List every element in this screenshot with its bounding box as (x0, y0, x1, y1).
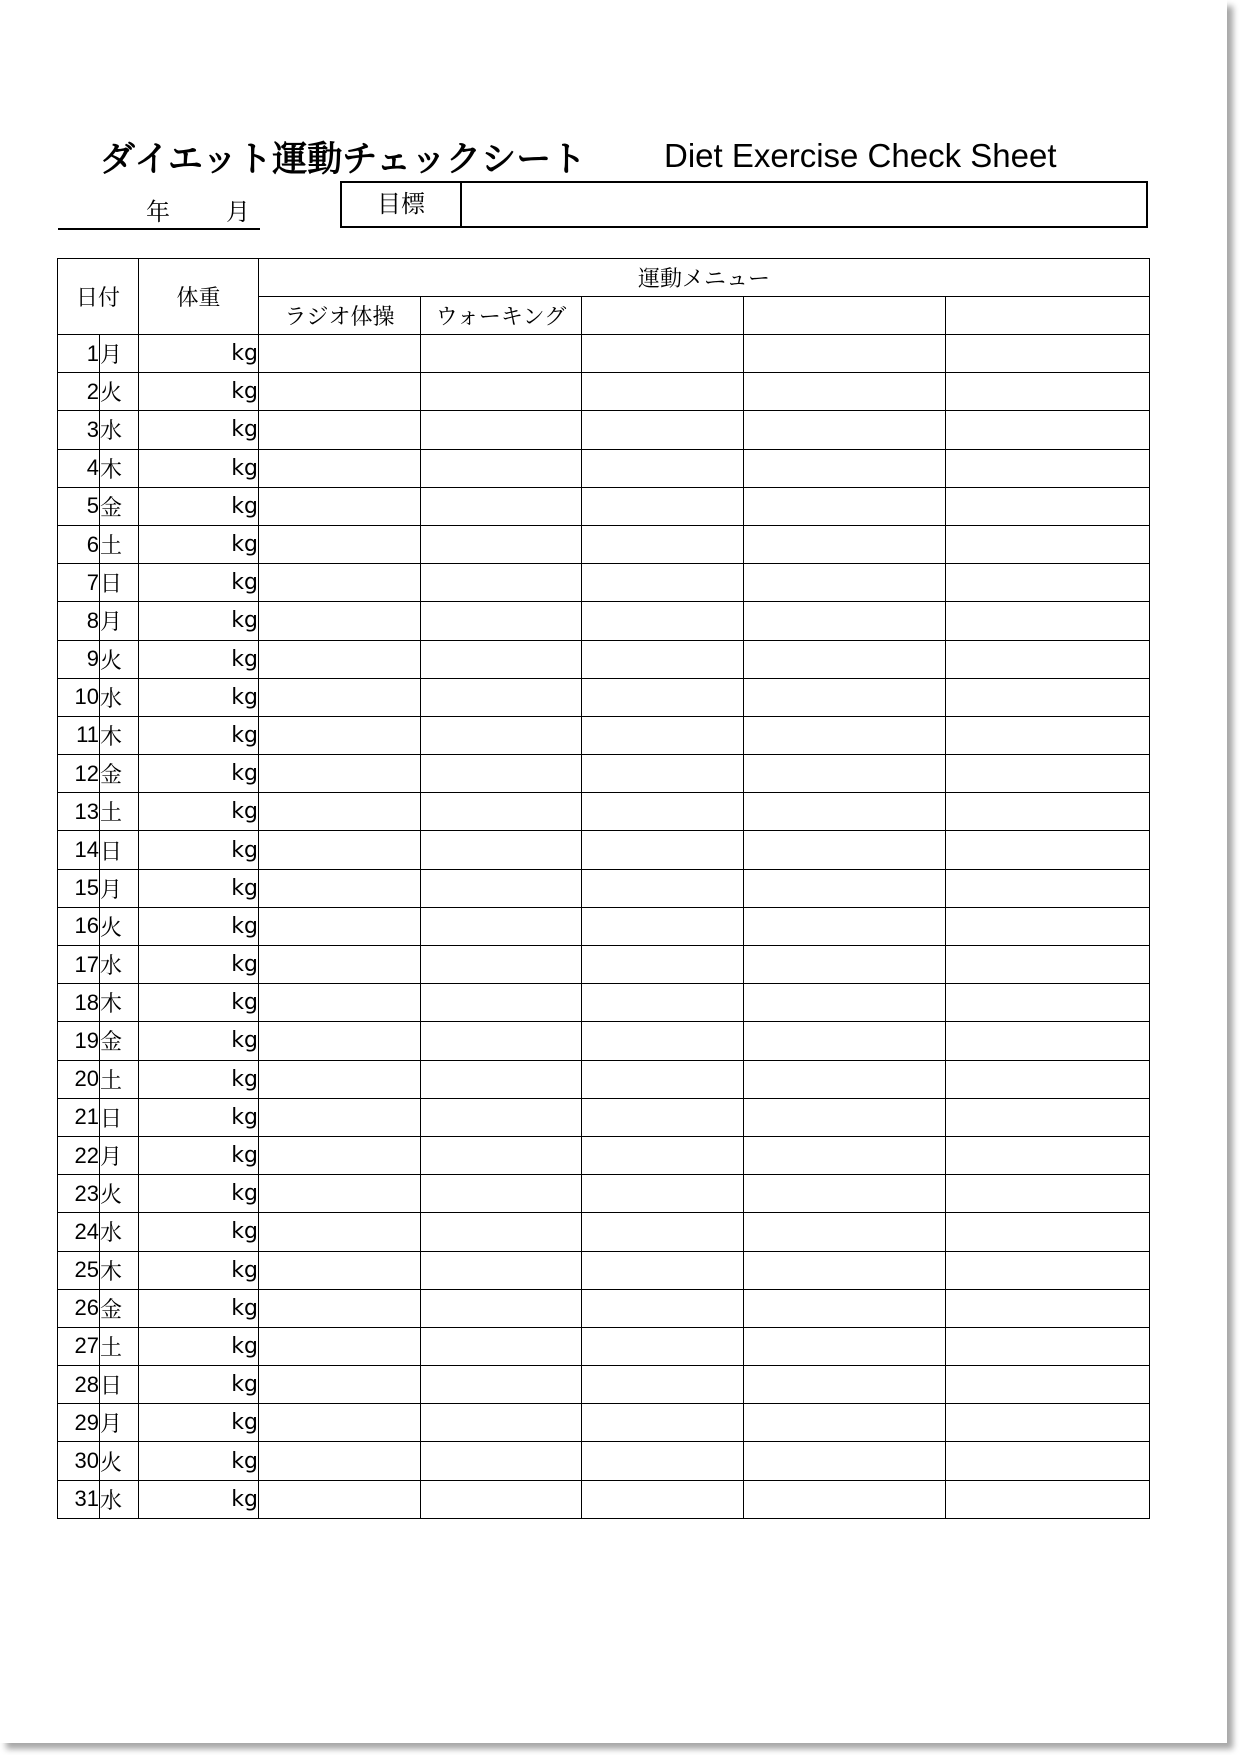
table-row (58, 1404, 1150, 1442)
day-number: 21 (58, 1098, 100, 1136)
weight-cell[interactable]: kg (139, 525, 259, 563)
exercise-check-cell[interactable] (259, 525, 421, 563)
table-row (58, 564, 1150, 602)
weekday: 土 (100, 1060, 139, 1098)
day-number: 28 (58, 1366, 100, 1404)
year-month-field[interactable] (58, 186, 260, 230)
weekday: 水 (100, 411, 139, 449)
exercise-check-cell[interactable] (259, 564, 421, 602)
exercise-check-cell[interactable] (421, 564, 582, 602)
exercise-check-cell[interactable] (421, 1060, 582, 1098)
table-row (58, 793, 1150, 831)
exercise-check-cell[interactable] (259, 1289, 421, 1327)
day-number: 31 (58, 1480, 100, 1518)
exercise-check-cell[interactable] (259, 907, 421, 945)
weekday: 日 (100, 564, 139, 602)
menu-column-header[interactable] (946, 297, 1150, 335)
day-number: 20 (58, 1060, 100, 1098)
table-row (58, 449, 1150, 487)
exercise-check-cell[interactable] (421, 831, 582, 869)
exercise-check-cell[interactable] (259, 1327, 421, 1365)
exercise-check-cell[interactable] (744, 411, 946, 449)
table-row (58, 373, 1150, 411)
weekday: 日 (100, 1366, 139, 1404)
exercise-check-cell[interactable] (946, 831, 1150, 869)
exercise-check-cell[interactable] (946, 335, 1150, 373)
exercise-check-cell[interactable] (259, 1098, 421, 1136)
exercise-check-cell[interactable] (582, 1327, 744, 1365)
exercise-check-cell[interactable] (421, 1251, 582, 1289)
table-row (58, 831, 1150, 869)
exercise-check-cell[interactable] (744, 335, 946, 373)
table-row (58, 907, 1150, 945)
exercise-check-cell[interactable] (946, 984, 1150, 1022)
day-number: 10 (58, 678, 100, 716)
table-row (58, 869, 1150, 907)
exercise-check-cell[interactable] (744, 1327, 946, 1365)
weekday: 火 (100, 640, 139, 678)
day-number: 29 (58, 1404, 100, 1442)
table-row (58, 1060, 1150, 1098)
weekday: 金 (100, 1289, 139, 1327)
table-row (58, 1175, 1150, 1213)
exercise-check-cell[interactable] (421, 1327, 582, 1365)
exercise-check-cell[interactable] (946, 1060, 1150, 1098)
exercise-check-cell[interactable] (582, 1213, 744, 1251)
exercise-check-cell[interactable] (744, 1213, 946, 1251)
exercise-check-cell[interactable] (582, 602, 744, 640)
table-row (58, 946, 1150, 984)
exercise-check-cell[interactable] (259, 449, 421, 487)
day-number: 8 (58, 602, 100, 640)
exercise-check-cell[interactable] (421, 373, 582, 411)
table-row (58, 1098, 1150, 1136)
day-number: 4 (58, 449, 100, 487)
exercise-check-cell[interactable] (421, 1404, 582, 1442)
date-header: 日付 (58, 259, 139, 335)
exercise-check-cell[interactable] (946, 525, 1150, 563)
exercise-check-cell[interactable] (259, 1442, 421, 1480)
day-number: 6 (58, 525, 100, 563)
exercise-check-cell[interactable] (259, 793, 421, 831)
exercise-check-cell[interactable] (744, 678, 946, 716)
exercise-check-cell[interactable] (582, 449, 744, 487)
exercise-check-cell[interactable] (259, 716, 421, 754)
day-number: 17 (58, 946, 100, 984)
table-row (58, 1442, 1150, 1480)
day-number: 16 (58, 907, 100, 945)
exercise-check-cell[interactable] (946, 1213, 1150, 1251)
weight-cell[interactable]: kg (139, 1175, 259, 1213)
exercise-check-cell[interactable] (744, 1098, 946, 1136)
exercise-check-cell[interactable] (946, 1136, 1150, 1174)
exercise-check-cell[interactable] (744, 449, 946, 487)
exercise-check-cell[interactable] (421, 907, 582, 945)
exercise-check-cell[interactable] (582, 640, 744, 678)
exercise-check-cell[interactable] (582, 716, 744, 754)
weekday: 金 (100, 1022, 139, 1060)
exercise-check-cell[interactable] (946, 1327, 1150, 1365)
exercise-check-cell[interactable] (421, 869, 582, 907)
exercise-check-cell[interactable] (582, 1136, 744, 1174)
exercise-check-cell[interactable] (582, 984, 744, 1022)
goal-input[interactable] (464, 183, 1146, 226)
table-row (58, 525, 1150, 563)
day-number: 25 (58, 1251, 100, 1289)
day-number: 18 (58, 984, 100, 1022)
exercise-check-cell[interactable] (421, 602, 582, 640)
exercise-check-cell[interactable] (744, 487, 946, 525)
weight-cell[interactable]: kg (139, 1213, 259, 1251)
table-row (58, 602, 1150, 640)
exercise-check-cell[interactable] (421, 640, 582, 678)
exercise-check-cell[interactable] (259, 1366, 421, 1404)
exercise-check-cell[interactable] (946, 869, 1150, 907)
weekday: 水 (100, 946, 139, 984)
table-row (58, 1022, 1150, 1060)
weekday: 月 (100, 1404, 139, 1442)
table-row (58, 640, 1150, 678)
exercise-check-cell[interactable] (259, 678, 421, 716)
exercise-check-cell[interactable] (259, 487, 421, 525)
exercise-check-cell[interactable] (582, 411, 744, 449)
exercise-check-cell[interactable] (421, 449, 582, 487)
day-number: 5 (58, 487, 100, 525)
weekday: 火 (100, 373, 139, 411)
exercise-check-cell[interactable] (582, 1404, 744, 1442)
exercise-check-cell[interactable] (259, 640, 421, 678)
weekday: 木 (100, 984, 139, 1022)
exercise-check-cell[interactable] (421, 1098, 582, 1136)
exercise-check-cell[interactable] (744, 373, 946, 411)
menu-column-header[interactable] (744, 297, 946, 335)
exercise-check-cell[interactable] (744, 1136, 946, 1174)
weekday: 木 (100, 449, 139, 487)
day-number: 3 (58, 411, 100, 449)
table-row (58, 1480, 1150, 1518)
exercise-check-cell[interactable] (421, 1442, 582, 1480)
goal-label: 目標 (342, 183, 462, 226)
exercise-check-cell[interactable] (744, 1251, 946, 1289)
weight-cell[interactable]: kg (139, 1060, 259, 1098)
exercise-check-cell[interactable] (421, 946, 582, 984)
exercise-check-cell[interactable] (582, 525, 744, 563)
exercise-check-cell[interactable] (259, 1022, 421, 1060)
day-number: 19 (58, 1022, 100, 1060)
exercise-check-cell[interactable] (744, 946, 946, 984)
weekday: 土 (100, 1327, 139, 1365)
exercise-check-cell[interactable] (582, 1251, 744, 1289)
weekday: 月 (100, 335, 139, 373)
weight-cell[interactable]: kg (139, 946, 259, 984)
weight-cell[interactable]: kg (139, 907, 259, 945)
weekday: 月 (100, 869, 139, 907)
exercise-check-cell[interactable] (582, 678, 744, 716)
weight-cell[interactable]: kg (139, 793, 259, 831)
exercise-check-cell[interactable] (744, 1022, 946, 1060)
exercise-check-cell[interactable] (259, 1213, 421, 1251)
exercise-check-cell[interactable] (582, 907, 744, 945)
exercise-check-cell[interactable] (744, 1404, 946, 1442)
year-label: 年 (146, 198, 170, 226)
day-number: 22 (58, 1136, 100, 1174)
day-number: 24 (58, 1213, 100, 1251)
exercise-check-cell[interactable] (259, 755, 421, 793)
exercise-check-cell[interactable] (582, 1366, 744, 1404)
weight-cell[interactable]: kg (139, 373, 259, 411)
exercise-check-cell[interactable] (259, 869, 421, 907)
exercise-check-cell[interactable] (946, 564, 1150, 602)
table-row (58, 1213, 1150, 1251)
goal-box (340, 181, 1148, 228)
day-number: 7 (58, 564, 100, 602)
weekday: 土 (100, 793, 139, 831)
exercise-check-cell[interactable] (946, 449, 1150, 487)
weight-cell[interactable]: kg (139, 1480, 259, 1518)
exercise-check-cell[interactable] (744, 1175, 946, 1213)
exercise-check-cell[interactable] (421, 411, 582, 449)
exercise-table (57, 258, 1150, 1519)
weight-cell[interactable]: kg (139, 640, 259, 678)
exercise-check-cell[interactable] (744, 525, 946, 563)
exercise-check-cell[interactable] (421, 755, 582, 793)
exercise-check-cell[interactable] (744, 755, 946, 793)
exercise-check-cell[interactable] (259, 602, 421, 640)
exercise-check-cell[interactable] (946, 1022, 1150, 1060)
day-number: 1 (58, 335, 100, 373)
exercise-check-cell[interactable] (421, 335, 582, 373)
day-number: 30 (58, 1442, 100, 1480)
exercise-check-cell[interactable] (582, 564, 744, 602)
weight-cell[interactable]: kg (139, 678, 259, 716)
exercise-check-cell[interactable] (259, 984, 421, 1022)
title-english: Diet Exercise Check Sheet (664, 137, 1057, 174)
exercise-check-cell[interactable] (744, 564, 946, 602)
table-row (58, 487, 1150, 525)
day-number: 2 (58, 373, 100, 411)
exercise-check-cell[interactable] (744, 1289, 946, 1327)
day-number: 27 (58, 1327, 100, 1365)
exercise-check-cell[interactable] (421, 716, 582, 754)
day-number: 13 (58, 793, 100, 831)
exercise-check-cell[interactable] (421, 525, 582, 563)
exercise-check-cell[interactable] (582, 869, 744, 907)
exercise-check-cell[interactable] (744, 1366, 946, 1404)
exercise-check-cell[interactable] (421, 984, 582, 1022)
exercise-check-cell[interactable] (421, 1480, 582, 1518)
weekday: 水 (100, 1480, 139, 1518)
weight-cell[interactable]: kg (139, 1098, 259, 1136)
table-row (58, 411, 1150, 449)
exercise-check-cell[interactable] (744, 602, 946, 640)
weight-header: 体重 (139, 259, 259, 335)
weight-cell[interactable]: kg (139, 335, 259, 373)
day-number: 15 (58, 869, 100, 907)
weight-cell[interactable]: kg (139, 564, 259, 602)
weekday: 火 (100, 907, 139, 945)
weekday: 火 (100, 1442, 139, 1480)
weight-cell[interactable]: kg (139, 869, 259, 907)
weekday: 日 (100, 831, 139, 869)
exercise-check-cell[interactable] (259, 335, 421, 373)
weekday: 火 (100, 1175, 139, 1213)
weight-cell[interactable]: kg (139, 1404, 259, 1442)
table-row (58, 755, 1150, 793)
exercise-check-cell[interactable] (259, 1136, 421, 1174)
weight-cell[interactable]: kg (139, 1366, 259, 1404)
exercise-check-cell[interactable] (259, 946, 421, 984)
weight-cell[interactable]: kg (139, 411, 259, 449)
weight-cell[interactable]: kg (139, 602, 259, 640)
exercise-check-cell[interactable] (259, 1251, 421, 1289)
month-label: 月 (226, 198, 250, 226)
exercise-check-cell[interactable] (946, 1480, 1150, 1518)
exercise-check-cell[interactable] (421, 678, 582, 716)
exercise-check-cell[interactable] (946, 373, 1150, 411)
exercise-check-cell[interactable] (421, 487, 582, 525)
exercise-check-cell[interactable] (946, 487, 1150, 525)
exercise-check-cell[interactable] (744, 716, 946, 754)
exercise-check-cell[interactable] (946, 716, 1150, 754)
exercise-check-cell[interactable] (582, 1060, 744, 1098)
exercise-check-cell[interactable] (946, 678, 1150, 716)
weight-cell[interactable]: kg (139, 1251, 259, 1289)
weight-cell[interactable]: kg (139, 831, 259, 869)
exercise-check-cell[interactable] (582, 793, 744, 831)
exercise-check-cell[interactable] (946, 946, 1150, 984)
exercise-check-cell[interactable] (946, 907, 1150, 945)
title-japanese: ダイエット運動チェックシート (100, 140, 587, 180)
menu-column-header[interactable] (582, 297, 744, 335)
exercise-check-cell[interactable] (259, 411, 421, 449)
exercise-check-cell[interactable] (421, 1213, 582, 1251)
day-number: 11 (58, 716, 100, 754)
exercise-check-cell[interactable] (421, 1136, 582, 1174)
weight-cell[interactable]: kg (139, 716, 259, 754)
day-number: 26 (58, 1289, 100, 1327)
exercise-check-cell[interactable] (946, 1404, 1150, 1442)
day-number: 23 (58, 1175, 100, 1213)
exercise-check-cell[interactable] (946, 1289, 1150, 1327)
exercise-check-cell[interactable] (582, 1442, 744, 1480)
table-row (58, 984, 1150, 1022)
exercise-check-cell[interactable] (946, 1175, 1150, 1213)
exercise-check-cell[interactable] (259, 831, 421, 869)
weight-cell[interactable]: kg (139, 1442, 259, 1480)
exercise-check-cell[interactable] (582, 373, 744, 411)
weekday: 水 (100, 1213, 139, 1251)
day-number: 12 (58, 755, 100, 793)
weekday: 月 (100, 602, 139, 640)
weight-cell[interactable]: kg (139, 984, 259, 1022)
exercise-check-cell[interactable] (744, 1442, 946, 1480)
table-row (58, 678, 1150, 716)
weight-cell[interactable]: kg (139, 1022, 259, 1060)
exercise-check-cell[interactable] (582, 831, 744, 869)
exercise-check-cell[interactable] (259, 1175, 421, 1213)
weekday: 木 (100, 1251, 139, 1289)
table-row (58, 1366, 1150, 1404)
exercise-check-cell[interactable] (582, 1289, 744, 1327)
exercise-check-cell[interactable] (946, 640, 1150, 678)
exercise-check-cell[interactable] (744, 1060, 946, 1098)
table-row (58, 716, 1150, 754)
exercise-check-cell[interactable] (582, 487, 744, 525)
weekday: 日 (100, 1098, 139, 1136)
exercise-check-cell[interactable] (259, 1480, 421, 1518)
exercise-check-cell[interactable] (946, 755, 1150, 793)
exercise-check-cell[interactable] (582, 1480, 744, 1518)
exercise-check-cell[interactable] (259, 1404, 421, 1442)
exercise-check-cell[interactable] (421, 793, 582, 831)
table-row (58, 335, 1150, 373)
table-row (58, 1327, 1150, 1365)
exercise-check-cell[interactable] (582, 946, 744, 984)
exercise-check-cell[interactable] (744, 907, 946, 945)
menu-column-header: ウォーキング (421, 297, 582, 335)
exercise-check-cell[interactable] (421, 1022, 582, 1060)
exercise-check-cell[interactable] (582, 755, 744, 793)
exercise-check-cell[interactable] (946, 1366, 1150, 1404)
day-number: 14 (58, 831, 100, 869)
table-row (58, 1136, 1150, 1174)
exercise-check-cell[interactable] (946, 411, 1150, 449)
weekday: 木 (100, 716, 139, 754)
exercise-check-cell[interactable] (259, 373, 421, 411)
exercise-check-cell[interactable] (421, 1366, 582, 1404)
table-row (58, 1289, 1150, 1327)
table-row (58, 1251, 1150, 1289)
exercise-check-cell[interactable] (744, 984, 946, 1022)
exercise-check-cell[interactable] (744, 793, 946, 831)
exercise-check-cell[interactable] (582, 1098, 744, 1136)
exercise-check-cell[interactable] (421, 1175, 582, 1213)
weekday: 月 (100, 1136, 139, 1174)
exercise-check-cell[interactable] (946, 1098, 1150, 1136)
exercise-check-cell[interactable] (946, 1251, 1150, 1289)
exercise-check-cell[interactable] (744, 831, 946, 869)
weight-cell[interactable]: kg (139, 1289, 259, 1327)
exercise-check-cell[interactable] (582, 1175, 744, 1213)
weight-cell[interactable]: kg (139, 1136, 259, 1174)
exercise-check-cell[interactable] (582, 1022, 744, 1060)
exercise-check-cell[interactable] (259, 1060, 421, 1098)
menu-column-header: ラジオ体操 (259, 297, 421, 335)
exercise-check-cell[interactable] (946, 793, 1150, 831)
exercise-check-cell[interactable] (582, 335, 744, 373)
weight-cell[interactable]: kg (139, 1327, 259, 1365)
exercise-check-cell[interactable] (744, 869, 946, 907)
exercise-check-cell[interactable] (744, 640, 946, 678)
weekday: 水 (100, 678, 139, 716)
day-number: 9 (58, 640, 100, 678)
exercise-check-cell[interactable] (946, 1442, 1150, 1480)
menu-header: 運動メニュー (259, 259, 1150, 297)
exercise-check-cell[interactable] (744, 1480, 946, 1518)
weekday: 金 (100, 487, 139, 525)
exercise-check-cell[interactable] (421, 1289, 582, 1327)
exercise-check-cell[interactable] (946, 602, 1150, 640)
weight-cell[interactable]: kg (139, 755, 259, 793)
weekday: 土 (100, 525, 139, 563)
weight-cell[interactable]: kg (139, 449, 259, 487)
weekday: 金 (100, 755, 139, 793)
weight-cell[interactable]: kg (139, 487, 259, 525)
